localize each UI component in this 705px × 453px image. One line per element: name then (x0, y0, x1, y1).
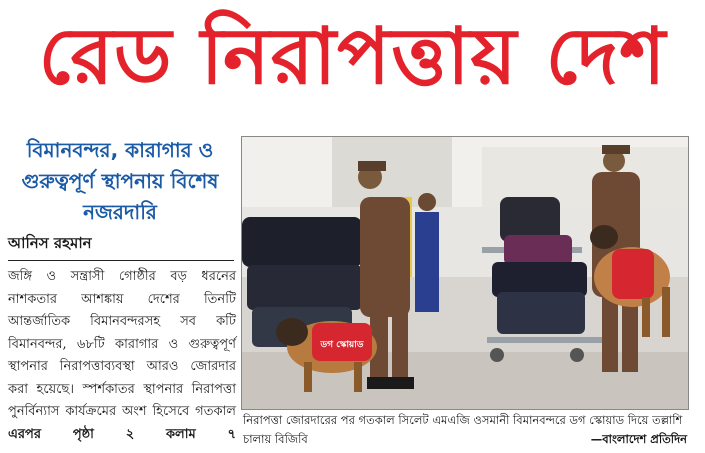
headline: রেড নিরাপত্তায় দেশ (38, 12, 667, 102)
photo-caption (243, 411, 687, 449)
caption-text: নিরাপত্তা জোরদারের পর গতকাল সিলেট এমএজি ওসমানী বিমানবন্দরে ডগ স্কোয়াড দিয়ে তল্লাশি চালায় বিজিবি (243, 413, 683, 446)
article-text: জঙ্গি ও সন্ত্রাসী গোষ্ঠীর বড় ধরনের নাশকতার আশঙ্কায় দেশের তিনটি আন্তর্জাতিক বিমানবন্দরসহ সব কটি বিমানবন্দর, ৬৮টি কারাগার ও গুরুত্বপূর্ণ স্থাপনার নিরাপত্তাব্যবস্থা আরও জোরদার করা হয়েছে। স্পর্শকাতর স্থাপনার নিরাপত্তা পুনর্বিন্যাস কার্যক্রমের অংশ হিসেবে গতকাল (8, 269, 236, 419)
byline: আনিস রহমান (8, 232, 234, 261)
news-photo (241, 136, 689, 410)
continuation-note: এরপর পৃষ্ঠা ২ কলাম ৭ (8, 426, 236, 442)
article-body (8, 266, 236, 446)
subheadline: বিমানবন্দর, কারাগার ও গুরুত্বপূর্ণ স্থাপনায় বিশেষ নজরদারি (21, 138, 219, 224)
photo-credit: —বাংলাদেশ প্রতিদিন (590, 432, 687, 446)
dog-vest-label: ডগ স্কোয়াড (320, 340, 364, 350)
photo-illustration (242, 137, 688, 409)
